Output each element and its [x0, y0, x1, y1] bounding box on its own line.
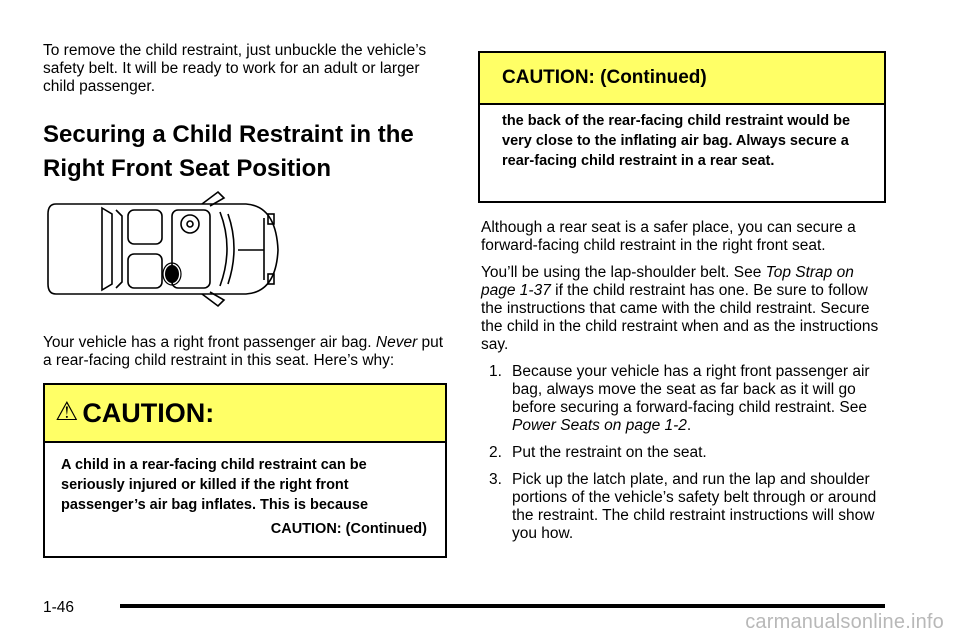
- intro-paragraph: To remove the child restraint, just unbuckle the vehicle’s safety belt. It will be ready to work for an adult or larger child passenger.: [43, 42, 427, 95]
- airbag-warning-paragraph: [43, 334, 453, 370]
- caution-continued-body: the back of the rear-facing child restraint would be very close to the inflating air bag. Always secure a rear-facing child restraint in a rear seat.: [502, 113, 851, 169]
- step-number: 3.: [489, 471, 502, 488]
- lap-shoulder-text-b: if the child restraint has one. Be sure to follow the instructions that came with the child restraint. Secure the child in the child restraint when and as the instructions say.: [481, 282, 879, 353]
- section-title-line-1: Securing a Child Restraint in the: [43, 121, 414, 148]
- step-text-end: .: [686, 417, 692, 434]
- caution-continued-title: CAUTION: (Continued): [502, 67, 707, 88]
- airbag-note-emphasis: Never: [375, 334, 418, 351]
- caution-continued-box: [478, 51, 886, 203]
- left-front-seat: [128, 210, 162, 244]
- airbag-marker: [165, 265, 179, 283]
- steering-wheel: [181, 215, 199, 233]
- section-title: [43, 118, 453, 186]
- airbag-note-part-1: Your vehicle has a right front passenger air bag.: [43, 334, 376, 351]
- caution-continued-label: CAUTION: (Continued): [270, 521, 427, 537]
- watermark: carmanualsonline.info: [745, 611, 944, 633]
- rear-window: [220, 212, 227, 286]
- power-seats-link[interactable]: Power Seats on page 1-2: [512, 417, 687, 434]
- step-item: [481, 471, 886, 543]
- warning-triangle-icon: ⚠: [55, 395, 79, 426]
- step-text: Pick up the latch plate, and run the lap and shoulder portions of the vehicle’s safety belt through or around the restraint. The child restraint instructions will show you how.: [512, 471, 877, 542]
- caution-body: A child in a rear-facing child restraint can be seriously injured or killed if the right front passenger’s air bag inflates. This is because: [61, 457, 369, 513]
- step-item: [481, 444, 886, 462]
- step-text: Put the restraint on the seat.: [512, 444, 707, 461]
- rear-seat-paragraph: Although a rear seat is a safer place, you can secure a forward-facing child restraint in the right front seat.: [481, 219, 856, 254]
- caution-continued-header: [480, 53, 884, 105]
- right-front-seat: [128, 254, 162, 288]
- airbag-note-part-2: put a rear-facing child restraint in this seat. Here’s why:: [43, 334, 444, 369]
- step-text: Because your vehicle has a right front passenger air bag, always move the seat as far back as it will go before securing a forward-facing child restraint. See: [512, 363, 870, 416]
- caution-box: [43, 383, 447, 558]
- section-title-line-2: Right Front Seat Position: [43, 155, 331, 182]
- footer-rule: [120, 604, 885, 608]
- instruction-steps: [481, 363, 886, 543]
- car-body-outline: [48, 204, 278, 294]
- step-number: 1.: [489, 363, 502, 380]
- caution-title: CAUTION:: [82, 397, 215, 428]
- step-item: [481, 363, 886, 435]
- page-number: 1-46: [43, 599, 75, 616]
- lap-shoulder-paragraph: [481, 264, 886, 354]
- right-column-text: [481, 219, 886, 552]
- step-number: 2.: [489, 444, 502, 461]
- caution-header: [45, 385, 445, 443]
- car-top-view-diagram: [42, 188, 282, 308]
- windshield: [102, 208, 112, 290]
- lap-shoulder-text-a: You’ll be using the lap-shoulder belt. See: [481, 264, 766, 281]
- top-strap-link[interactable]: Top Strap on page 1-37: [481, 264, 854, 299]
